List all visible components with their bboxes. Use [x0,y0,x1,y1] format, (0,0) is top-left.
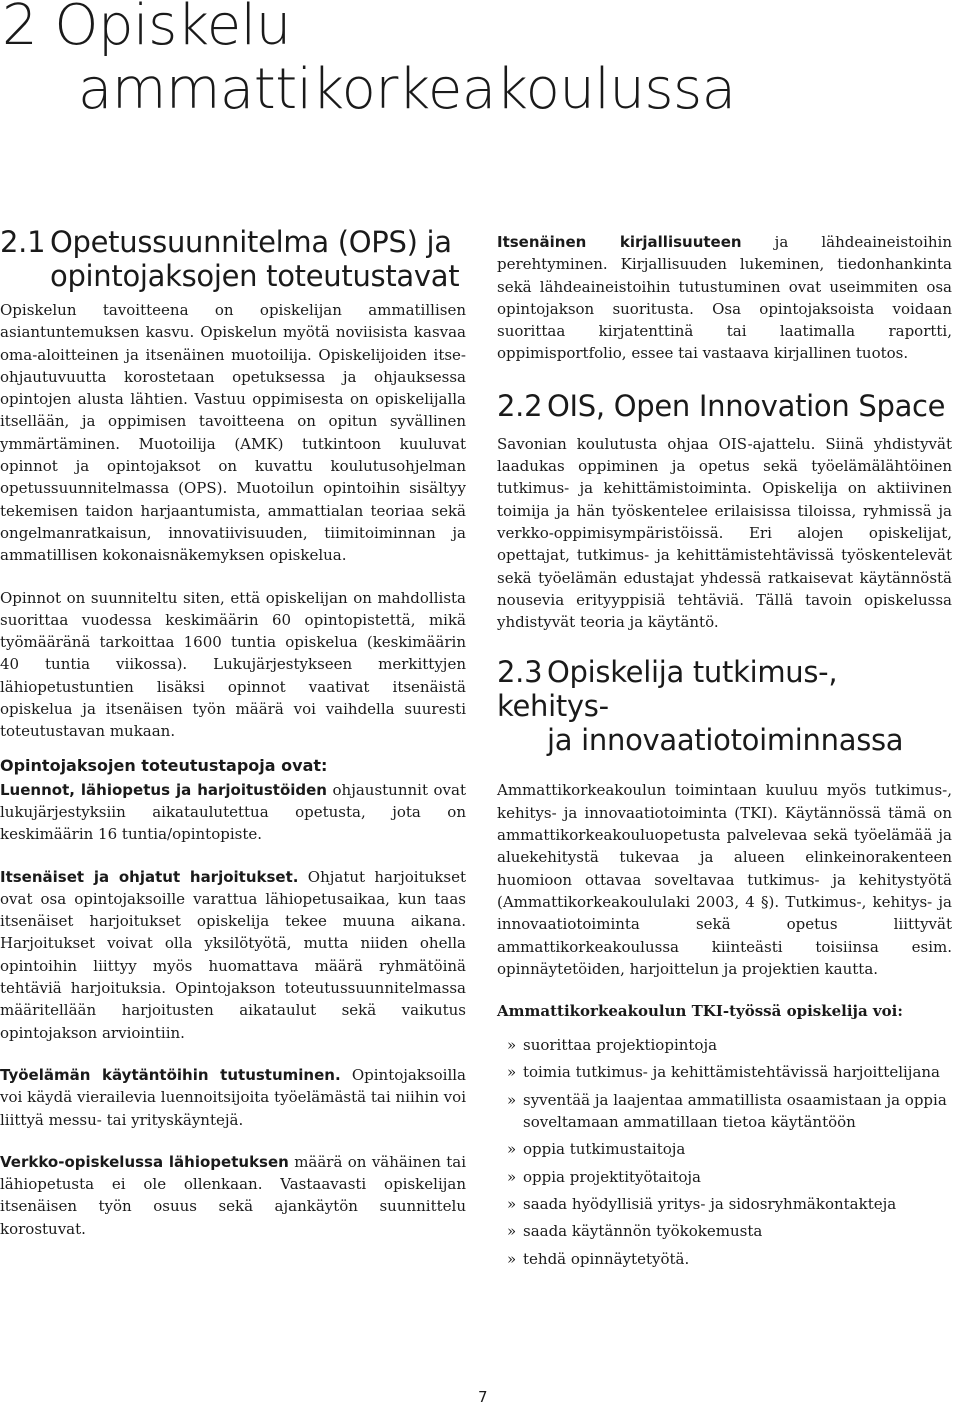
section-2-3-heading [497,655,952,757]
right-column [497,225,952,1275]
bullet-mark: » [507,1167,517,1186]
list-item-text: saada hyödyllisiä yritys- ja sidosryhmäkontakteja [523,1194,897,1213]
section-number: 2.3 [497,655,543,690]
method-text: ohjaustunnit ovat lukujärjestyksiin aikataulutettua opetusta, jota on keskimäärin 16 tuntia/opintopiste. [0,780,466,844]
method-text: määrä on vähäinen tai lähiopetusta ei ole ollenkaan. Vastaavasti opiskelijan itsenäisen työn osuus sekä ajankäytön suunnittelu korostuvat. [0,1152,466,1238]
bullet-mark: » [507,1063,517,1082]
bullet-mark: » [507,1222,517,1241]
bullet-mark: » [507,1249,517,1268]
section-2-1-paragraph-1: Opiskelun tavoitteena on opiskelijan ammatillisen asiantuntemuksen kasvu. Opiskelun myötä noviisista kasvaa oma-aloitteinen ja itsenäinen muotoilija. Opiskelijoiden itse-ohjautuvuutta korostetaan opetuksessa ja ohjauksessa opintojen alusta lähtien. Vastuu oppimisesta on opiskelijalla itsellään, ja oppimisen tavoitteena on opitun syvällinen ymmärtäminen. Muotoilija (AMK) tutkintoon kuuluvat opinnot ja opintojaksot on kuvattu koulutusohjelman opetussuunnitelmassa (OPS). Muotoilun opintoihin sisältyy tekemisen taidon harjaantumista, ammattialan teoriaa sekä ongelmanratkaisun, innovatiivisuuden, tiimitoiminnan ja ammatillisen kokonaisnäkemyksen opiskelua. [0,301,466,565]
chapter-title-line-2: ammattikorkeakoulussa [78,57,736,122]
bullet-mark: » [507,1194,517,1213]
method-online [0,1151,466,1240]
list-item [497,1061,952,1083]
section-2-1-paragraph-2: Opinnot on suunniteltu siten, että opiskelijan on mahdollista suorittaa vuodessa keskimäärin 60 opintopistettä, mikä työmääränä tarkoittaa 1600 tuntia opiskelua (keskimäärin 40 tuntia viikossa). Lukujärjestykseen merkittyjen lähiopetustuntien lisäksi opinnot vaativat itsenäistä opiskelua ja itsenäisen työn määrä voi vaihdella suuresti toteutustavan mukaan. [0,588,466,741]
method-lead: Itsenäiset ja ohjatut harjoitukset. [0,867,299,886]
list-item-text: oppia tutkimustaitoja [523,1140,686,1159]
list-item [497,1034,952,1056]
section-title-line-1: Opetussuunnitelma (OPS) ja [50,225,452,259]
list-item-text: oppia projektityötaitoja [523,1167,701,1186]
method-worklife [0,1064,466,1131]
section-2-2-paragraph: Savonian koulutusta ohjaa OIS-ajattelu. Siinä yhdistyvät laadukas oppiminen ja opetus sekä työelämälähtöinen tutkimus- ja kehittämistoiminta. Opiskelija on aktiivinen toimija ja hän työskentelee erilaisissa tiloissa, ryhmissä ja verkko-oppimisympäristöissä. Eri alojen opiskelijat, opettajat, tutkimus- ja kehittämistehtävissä työskentelevät sekä työelämän edustajat yhdessä ratkaisevat käytännöstä nousevia erityyppisiä tehtäviä. Tällä tavoin opiskelussa yhdistyvät teoria ja käytäntö. [497,434,952,632]
section-number: 2.2 [497,388,543,423]
method-text: ja lähdeaineistoihin perehtyminen. Kirjallisuuden lukeminen, tiedonhankinta sekä lähdeaineistoihin tutustuminen ovat useimmiten osa opintojakson suoritusta. Osa opintojaksoista voidaan suorittaa kirjatenttinä tai laatimalla raportti, oppimisportfolio, essee tai vastaava kirjallinen tuotos. [497,233,953,363]
method-lectures [0,779,466,846]
list-item [497,1138,952,1160]
method-literature [497,231,952,365]
section-2-1-heading [0,225,466,293]
section-2-2-heading [497,389,952,423]
bullet-mark: » [507,1090,517,1109]
methods-subheading: Opintojaksojen toteutustapoja ovat: [0,755,328,775]
list-item-text: tehdä opinnäytetyötä. [523,1249,690,1268]
method-lead: Luennot, lähiopetus ja harjoitustöiden [0,780,327,799]
list-item [497,1193,952,1215]
method-lead: Verkko-opiskelussa lähiopetuksen [0,1152,289,1171]
list-item [497,1089,952,1134]
tki-list [497,1034,952,1270]
method-lead: Itsenäinen kirjallisuuteen [497,233,742,251]
section-2-3-paragraph: Ammattikorkeakoulun toimintaan kuuluu myös tutkimus-, kehitys- ja innovaatiotoiminta (TKI). Käytännössä tämä on ammattikorkeakouluopetusta palvelevaa sekä työelämää ja aluekehitystä tukevaa ja alueen elinkeinorakenteen huomioon ottavaa soveltavaa tutkimus- ja kehitystyötä (Ammattikorkeakoululaki 2003, 4 §). Tutkimus-, kehitys- ja innovaatiotoiminta sekä opetus liittyvät ammattikorkeakoulussa kiinteästi toisiinsa esim. opinnäytetöiden, harjoittelun ja projektien kautta. [497,781,952,978]
chapter-title-line-1: 2 Opiskelu [2,0,291,58]
section-title: OIS, Open Innovation Space [547,388,946,423]
list-item-text: saada käytännön työkokemusta [523,1222,763,1241]
section-title-line-2: opintojaksojen toteutustavat [50,259,460,293]
section-title-line-2: ja innovaatiotoiminnassa [547,723,904,758]
list-item [497,1166,952,1188]
list-item-text: toimia tutkimus- ja kehittämistehtävissä harjoittelijana [523,1063,941,1082]
list-item-text: suorittaa projektiopintoja [523,1036,718,1055]
tki-list-title: Ammattikorkeakoulun TKI-työssä opiskelija voi: [497,1002,903,1021]
method-exercises [0,866,466,1044]
section-number: 2.1 [0,225,46,259]
method-lead: Työelämän käytäntöihin tutustuminen. [0,1065,341,1084]
bullet-mark: » [507,1036,517,1055]
chapter-title [2,0,736,122]
list-item [497,1220,952,1242]
list-item [497,1248,952,1270]
method-text: Opintojaksoilla voi käydä vierailevia luennoitsijoita työelämästä tai niihin voi liittyä messu- tai yrityskäyntejä. [0,1065,466,1129]
list-item-text: syventää ja laajentaa ammatillista osaamistaan ja oppia soveltamaan ammatillaan tietoa käytäntöön [523,1090,947,1132]
method-text: Ohjatut harjoitukset ovat osa opintojaksoille varattua lähiopetusaikaa, kun taas itsenäiset harjoitukset opiskelija tekee muuna aikana. Harjoitukset voivat olla yksilötyötä, mutta niiden ohella opintoihin liittyy myös huomattava määrä ryhmätöinä tehtäviä harjoituksia. Opintojakson toteutussuunnitelmassa määritellään harjoitusten aikataulut sekä vaikutus opintojakson arviointiin. [0,867,466,1042]
left-column [0,225,466,1240]
bullet-mark: » [507,1140,517,1159]
section-title-line-1: Opiskelija tutkimus-, kehitys- [497,655,838,724]
page-number: 7 [478,1388,488,1406]
